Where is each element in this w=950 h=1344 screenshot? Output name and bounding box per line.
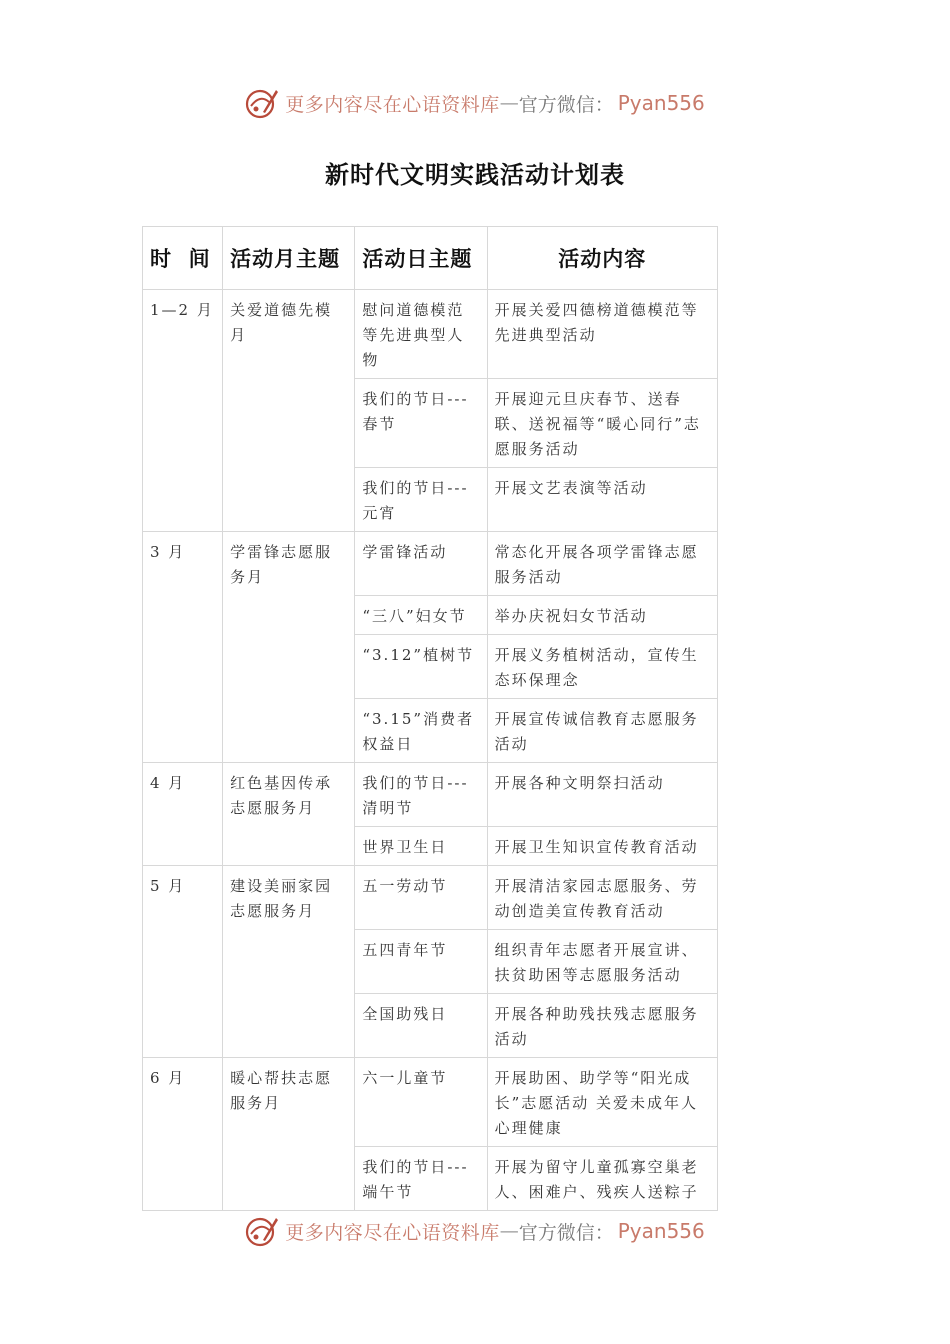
month-time-cell: 4 月 bbox=[143, 763, 223, 866]
banner-separator: — bbox=[499, 92, 519, 114]
activity-content-cell: 常态化开展各项学雷锋志愿服务活动 bbox=[487, 532, 717, 596]
activity-content-cell: 开展义务植树活动，宣传生态环保理念 bbox=[487, 635, 717, 699]
month-time-cell: 5 月 bbox=[143, 866, 223, 1058]
activity-content-cell: 举办庆祝妇女节活动 bbox=[487, 596, 717, 635]
activity-content-cell: 开展卫生知识宣传教育活动 bbox=[487, 827, 717, 866]
month-time-cell: 1—2 月 bbox=[143, 290, 223, 532]
day-theme-cell: 五四青年节 bbox=[355, 930, 487, 994]
table-row bbox=[143, 866, 718, 930]
month-theme-cell: 建设美丽家园志愿服务月 bbox=[223, 866, 355, 1058]
day-theme-cell: 全国助残日 bbox=[355, 994, 487, 1058]
day-theme-cell: “三八”妇女节 bbox=[355, 596, 487, 635]
day-theme-cell: 五一劳动节 bbox=[355, 866, 487, 930]
month-theme-cell: 学雷锋志愿服务月 bbox=[223, 532, 355, 763]
day-theme-cell: 我们的节日---清明节 bbox=[355, 763, 487, 827]
header-month-theme: 活动月主题 bbox=[223, 227, 355, 290]
table-header-row bbox=[143, 227, 718, 290]
pen-logo-icon bbox=[245, 86, 279, 120]
table-row bbox=[143, 1058, 718, 1147]
month-theme-cell: 关爱道德先模月 bbox=[223, 290, 355, 532]
activity-content-cell: 开展各种文明祭扫活动 bbox=[487, 763, 717, 827]
plan-table bbox=[142, 226, 718, 1211]
day-theme-cell: 六一儿童节 bbox=[355, 1058, 487, 1147]
activity-content-cell: 组织青年志愿者开展宣讲、扶贫助困等志愿服务活动 bbox=[487, 930, 717, 994]
header-day-theme: 活动日主题 bbox=[355, 227, 487, 290]
day-theme-cell: 我们的节日---端午节 bbox=[355, 1147, 487, 1211]
banner-wechat-id: Pyan556 bbox=[617, 91, 705, 115]
activity-content-cell: 开展为留守儿童孤寡空巢老人、困难户、残疾人送粽子 bbox=[487, 1147, 717, 1211]
header-time: 时 间 bbox=[143, 227, 223, 290]
activity-content-cell: 开展各种助残扶残志愿服务活动 bbox=[487, 994, 717, 1058]
table-row bbox=[143, 290, 718, 379]
month-theme-cell: 暖心帮扶志愿服务月 bbox=[223, 1058, 355, 1211]
activity-content-cell: 开展宣传诚信教育志愿服务活动 bbox=[487, 699, 717, 763]
table-row bbox=[143, 763, 718, 827]
day-theme-cell: 世界卫生日 bbox=[355, 827, 487, 866]
banner-separator: — bbox=[499, 1220, 519, 1242]
banner-wechat-label: 官方微信： bbox=[518, 1221, 614, 1244]
month-theme-cell: 红色基因传承志愿服务月 bbox=[223, 763, 355, 866]
activity-content-cell: 开展迎元旦庆春节、送春联、送祝福等“暖心同行”志愿服务活动 bbox=[487, 379, 717, 468]
header-banner bbox=[0, 82, 950, 124]
table-body bbox=[143, 290, 718, 1211]
day-theme-cell: 我们的节日---元宵 bbox=[355, 468, 487, 532]
day-theme-cell: “3.12”植树节 bbox=[355, 635, 487, 699]
activity-content-cell: 开展助困、助学等“阳光成长”志愿活动 关爱未成年人心理健康 bbox=[487, 1058, 717, 1147]
day-theme-cell: 我们的节日---春节 bbox=[355, 379, 487, 468]
day-theme-cell: 慰问道德模范等先进典型人物 bbox=[355, 290, 487, 379]
day-theme-cell: “3.15”消费者权益日 bbox=[355, 699, 487, 763]
pen-logo-icon bbox=[245, 1214, 279, 1248]
day-theme-cell: 学雷锋活动 bbox=[355, 532, 487, 596]
table-row bbox=[143, 532, 718, 596]
banner-text: 更多内容尽在心语资料库 bbox=[285, 1221, 500, 1244]
footer-banner bbox=[0, 1210, 950, 1252]
activity-content-cell: 开展清洁家园志愿服务、劳动创造美宣传教育活动 bbox=[487, 866, 717, 930]
banner-text: 更多内容尽在心语资料库 bbox=[285, 93, 500, 116]
banner-wechat-label: 官方微信： bbox=[518, 93, 614, 116]
activity-content-cell: 开展关爱四德榜道德模范等先进典型活动 bbox=[487, 290, 717, 379]
month-time-cell: 3 月 bbox=[143, 532, 223, 763]
month-time-cell: 6 月 bbox=[143, 1058, 223, 1211]
header-content: 活动内容 bbox=[487, 227, 717, 290]
page-title: 新时代文明实践活动计划表 bbox=[325, 160, 625, 189]
banner-wechat-id: Pyan556 bbox=[617, 1219, 705, 1243]
activity-content-cell: 开展文艺表演等活动 bbox=[487, 468, 717, 532]
